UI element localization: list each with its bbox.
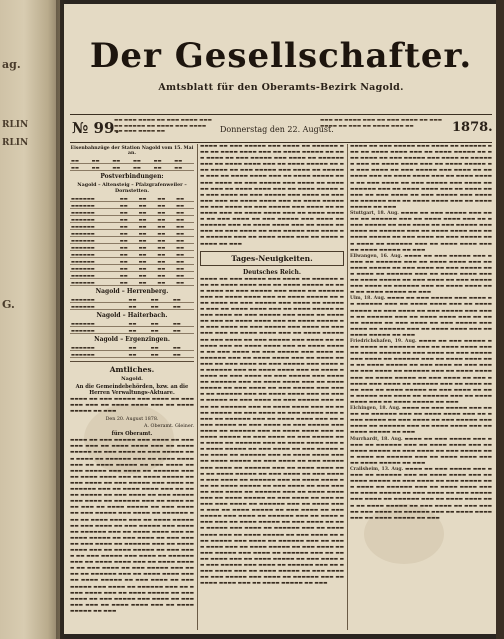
section-heading: Amtliches. [109, 365, 155, 374]
column-middle [200, 144, 344, 634]
binding-fragment: RLIN [2, 138, 29, 148]
timetable: ▬▬▬▬▬▬ ▬▬ ▬▬ ▬▬ ▬▬▬▬▬▬ ▬▬ ▬▬ ▬▬ [70, 344, 194, 358]
timetable: ▬▬ ▬▬ ▬▬ ▬▬ ▬▬ ▬▬ ▬▬ ▬▬ ▬▬ ▬▬ ▬▬ ▬▬ [70, 157, 194, 171]
body-text: ▬▬▬▬ ▬▬ ▬▬▬ ▬▬▬▬▬ ▬▬▬ ▬▬▬▬ ▬▬ ▬▬▬▬▬▬ ▬▬▬ ▬▬ ▬▬▬▬ ▬▬▬▬ ▬▬▬ ▬▬ ▬▬▬▬ ▬▬▬▬▬ ▬▬ ▬▬▬ ▬▬▬▬ ▬▬ ▬▬▬ ▬▬▬▬▬ ▬▬▬ ▬▬▬▬ ▬▬ ▬▬▬▬▬▬ ▬▬▬ ▬▬ ▬▬▬▬ ▬▬▬▬ ▬▬▬ ▬▬ ▬▬▬▬ ▬▬▬▬▬ ▬▬ ▬▬▬ ▬▬▬▬ ▬▬ ▬▬▬ ▬▬▬▬▬ ▬▬▬ ▬▬▬▬ ▬▬ ▬▬▬▬▬▬ ▬▬▬ ▬▬ ▬▬▬▬ ▬▬▬▬ ▬▬▬ ▬▬ ▬▬▬▬ ▬▬▬▬▬ ▬▬ ▬▬▬ ▬▬▬▬ ▬▬ ▬▬▬ ▬▬▬▬▬ ▬▬▬ ▬▬▬▬ ▬▬ ▬▬▬▬▬▬ ▬▬▬ ▬▬ ▬▬▬▬ ▬▬▬▬ ▬▬▬ ▬▬ ▬▬▬▬ ▬▬▬▬▬ ▬▬ ▬▬▬ ▬▬▬▬ ▬▬ ▬▬▬ ▬▬▬▬▬ ▬▬▬ ▬▬▬▬ ▬▬ ▬▬▬▬▬▬ ▬▬▬ ▬▬ ▬▬▬▬ ▬▬▬▬ ▬▬▬ ▬▬ ▬▬▬▬ ▬▬▬▬▬ ▬▬ ▬▬▬ ▬▬▬▬ ▬▬ ▬▬▬ ▬▬▬▬▬ ▬▬▬ ▬▬▬▬ ▬▬ ▬▬▬▬▬▬ ▬▬▬ ▬▬ ▬▬▬▬ ▬▬▬▬ ▬▬▬ ▬▬ ▬▬▬▬ ▬▬▬▬▬ ▬▬ ▬▬▬ ▬▬▬▬ ▬▬ ▬▬▬ ▬▬▬▬▬ ▬▬▬ ▬▬▬▬ ▬▬ ▬▬▬▬▬▬ ▬▬▬ ▬▬ ▬▬▬▬ ▬▬▬▬ ▬▬▬ ▬▬ ▬▬▬▬ ▬▬▬▬▬ ▬▬ ▬▬▬ ▬▬▬▬ ▬▬ ▬▬▬ ▬▬▬▬▬ ▬▬▬ ▬▬▬▬ ▬▬ ▬▬▬▬▬▬ ▬▬▬ ▬▬ ▬▬▬▬ ▬▬▬▬ ▬▬▬ ▬▬ ▬▬▬▬ ▬▬▬▬▬ ▬▬ ▬▬▬ ▬▬▬▬ ▬▬ ▬▬▬ ▬▬▬▬▬ ▬▬▬ ▬▬▬▬ ▬▬ ▬▬▬▬▬▬ ▬▬▬ ▬▬ ▬▬▬▬ ▬▬▬▬ ▬▬▬ ▬▬ ▬▬▬▬ ▬▬▬▬▬ ▬▬ ▬▬▬ ▬▬▬▬ ▬▬ ▬▬▬ ▬▬▬▬▬ ▬▬▬ ▬▬▬▬ ▬▬ ▬▬▬▬▬▬ ▬▬▬ ▬▬ ▬▬▬▬ ▬▬▬▬ ▬▬▬ ▬▬ ▬▬▬▬ ▬▬▬▬▬ ▬▬ ▬▬▬ ▬▬▬▬ ▬▬ ▬▬▬ ▬▬▬▬▬ ▬▬▬ ▬▬▬▬ ▬▬ ▬▬▬▬▬▬ ▬▬▬ ▬▬ ▬▬▬▬ ▬▬▬▬ ▬▬▬ ▬▬ ▬▬▬▬ ▬▬▬▬▬ ▬▬ ▬▬▬ ▬▬▬▬ ▬▬ ▬▬▬ ▬▬▬▬▬ ▬▬▬ ▬▬▬▬ ▬▬ ▬▬▬▬▬▬ ▬▬▬ ▬▬ ▬▬▬▬ ▬▬▬▬ ▬▬▬ ▬▬ ▬▬▬▬ ▬▬▬▬▬ ▬▬ ▬▬▬ [70, 438, 194, 614]
dateline: Elchingen, 18. Aug. [350, 406, 401, 412]
binding-fragment: RLIN [2, 120, 29, 130]
section-rule [70, 361, 194, 362]
issue-number: № 99. [72, 119, 120, 137]
body-text: Stuttgart, 18. Aug. ▬▬▬▬ ▬▬ ▬▬▬ ▬▬▬▬▬ ▬▬▬ ▬▬▬▬ ▬▬ ▬▬▬▬▬▬ ▬▬▬ ▬▬ ▬▬▬▬ ▬▬▬▬ ▬▬▬ ▬▬ ▬▬▬▬ ▬▬▬▬▬ ▬▬ ▬▬▬ ▬▬▬▬ ▬▬ ▬▬▬ ▬▬▬▬▬ ▬▬▬ ▬▬▬▬ ▬▬ ▬▬▬▬▬▬ ▬▬▬ ▬▬ ▬▬▬▬ ▬▬▬▬ ▬▬▬ ▬▬ ▬▬▬▬ ▬▬▬▬▬ ▬▬ ▬▬▬ ▬▬▬▬ ▬▬ ▬▬▬ ▬▬▬▬▬ ▬▬▬ ▬▬▬▬ ▬▬ ▬▬▬▬▬▬ ▬▬▬ ▬▬ ▬▬▬▬ ▬▬▬▬ ▬▬▬ ▬▬ ▬▬▬▬ ▬▬▬▬▬ ▬▬ ▬▬▬ [350, 211, 492, 253]
masthead-note-right: ▬▬▬ ▬▬ ▬▬▬▬ ▬▬▬ ▬▬ ▬▬▬ ▬▬▬▬ ▬▬ ▬▬▬ ▬▬▬▬ ▬▬ ▬▬▬ ▬▬ ▬▬▬▬ ▬▬▬ ▬▬ [320, 118, 442, 129]
newspaper-subtitle: Amtsblatt für den Oberamts-Bezirk Nagold. [158, 82, 404, 93]
section-heading: Nagold – Herrenberg. [95, 288, 169, 295]
dateline: Ulm, 18. Aug. [350, 296, 386, 302]
section-heading: Postverbindungen: [100, 173, 164, 180]
newspaper-title: Der Gesellschafter. [89, 36, 473, 76]
column-rule [197, 144, 198, 630]
body-text: Crailsheim, 13. Aug. ▬▬▬▬ ▬▬ ▬▬▬ ▬▬▬▬▬ ▬▬▬ ▬▬▬▬ ▬▬ ▬▬▬▬▬▬ ▬▬▬ ▬▬ ▬▬▬▬ ▬▬▬▬ ▬▬▬ ▬▬ ▬▬▬▬ ▬▬▬▬▬ ▬▬ ▬▬▬ ▬▬▬▬ ▬▬ ▬▬▬ ▬▬▬▬▬ ▬▬▬ ▬▬▬▬ ▬▬ ▬▬▬▬▬▬ ▬▬▬ ▬▬ ▬▬▬▬ ▬▬▬▬ ▬▬▬ ▬▬ ▬▬▬▬ ▬▬▬▬▬ ▬▬ ▬▬▬ ▬▬▬▬ ▬▬ ▬▬▬ ▬▬▬▬▬ ▬▬▬ ▬▬▬▬ ▬▬ ▬▬▬▬▬▬ ▬▬▬ ▬▬ ▬▬▬▬ ▬▬▬▬ ▬▬▬ ▬▬ ▬▬▬▬ ▬▬▬▬▬ ▬▬ ▬▬▬ ▬▬▬▬ ▬▬ ▬▬▬ ▬▬▬▬▬ ▬▬▬ ▬▬▬▬ ▬▬ ▬▬▬▬▬▬ ▬▬▬ ▬▬ ▬▬▬▬ ▬▬▬▬ ▬▬▬ ▬▬ ▬▬▬▬ ▬▬▬▬▬ ▬▬ ▬▬▬ [350, 466, 492, 521]
section-heading: Nagold – Haiterbach. [96, 312, 168, 319]
book-binding [0, 0, 60, 639]
section-heading: Tages-Neuigkeiten. [231, 253, 313, 263]
body-text: ▬▬▬▬ ▬▬ ▬▬▬ ▬▬▬▬▬ ▬▬▬ ▬▬▬▬ ▬▬ ▬▬▬▬▬▬ ▬▬▬ ▬▬ ▬▬▬▬ ▬▬▬▬ ▬▬▬ ▬▬ ▬▬▬▬ ▬▬▬▬▬ ▬▬ ▬▬▬ ▬▬▬▬ ▬▬ ▬▬▬ ▬▬▬▬▬ ▬▬▬ ▬▬▬▬ ▬▬ ▬▬▬▬▬▬ ▬▬▬ ▬▬ ▬▬▬▬ ▬▬▬▬ ▬▬▬ ▬▬ ▬▬▬▬ ▬▬▬▬▬ ▬▬ ▬▬▬ ▬▬▬▬ ▬▬ ▬▬▬ ▬▬▬▬▬ ▬▬▬ ▬▬▬▬ ▬▬ ▬▬▬▬▬▬ ▬▬▬ ▬▬ ▬▬▬▬ ▬▬▬▬ ▬▬▬ ▬▬ ▬▬▬▬ ▬▬▬▬▬ ▬▬ ▬▬▬ ▬▬▬▬ ▬▬ ▬▬▬ ▬▬▬▬▬ ▬▬▬ ▬▬▬▬ ▬▬ ▬▬▬▬▬▬ ▬▬▬ ▬▬ ▬▬▬▬ ▬▬▬▬ ▬▬▬ ▬▬ ▬▬▬▬ ▬▬▬▬▬ ▬▬ ▬▬▬ ▬▬▬▬ ▬▬ ▬▬▬ ▬▬▬▬▬ ▬▬▬ ▬▬▬▬ ▬▬ ▬▬▬▬▬▬ ▬▬▬ ▬▬ ▬▬▬▬ ▬▬▬▬ ▬▬▬ ▬▬ ▬▬▬▬ ▬▬▬▬▬ ▬▬ ▬▬▬ ▬▬▬▬ ▬▬ ▬▬▬ ▬▬▬▬▬ ▬▬▬ ▬▬▬▬ ▬▬ ▬▬▬▬▬▬ ▬▬▬ ▬▬ ▬▬▬▬ ▬▬▬▬ ▬▬▬ ▬▬ ▬▬▬▬ ▬▬▬▬▬ ▬▬ ▬▬▬ ▬▬▬▬ ▬▬ ▬▬▬ ▬▬▬▬▬ ▬▬▬ ▬▬▬▬ ▬▬ ▬▬▬▬▬▬ ▬▬▬ ▬▬ ▬▬▬▬ ▬▬▬▬ ▬▬▬ ▬▬ ▬▬▬▬ ▬▬▬▬▬ ▬▬ ▬▬▬ ▬▬▬▬ ▬▬ ▬▬▬ ▬▬▬▬▬ ▬▬▬ ▬▬▬▬ ▬▬ ▬▬▬▬▬▬ ▬▬▬ ▬▬ ▬▬▬▬ ▬▬▬▬ ▬▬▬ ▬▬ ▬▬▬▬ ▬▬▬▬▬ ▬▬ ▬▬▬ ▬▬▬▬ ▬▬ ▬▬▬ ▬▬▬▬▬ ▬▬▬ ▬▬▬▬ ▬▬ ▬▬▬▬▬▬ ▬▬▬ ▬▬ ▬▬▬▬ ▬▬▬▬ ▬▬▬ ▬▬ ▬▬▬▬ ▬▬▬▬▬ ▬▬ ▬▬▬ ▬▬▬▬ ▬▬ ▬▬▬ ▬▬▬▬▬ ▬▬▬ ▬▬▬▬ ▬▬ ▬▬▬▬▬▬ ▬▬▬ ▬▬ ▬▬▬▬ ▬▬▬▬ ▬▬▬ ▬▬ ▬▬▬▬ ▬▬▬▬▬ ▬▬ ▬▬▬ ▬▬▬▬ ▬▬ ▬▬▬ ▬▬▬▬▬ ▬▬▬ ▬▬▬▬ ▬▬ ▬▬▬▬▬▬ ▬▬▬ ▬▬ ▬▬▬▬ ▬▬▬▬ ▬▬▬ ▬▬ ▬▬▬▬ ▬▬▬▬▬ ▬▬ ▬▬▬ ▬▬▬▬ ▬▬ ▬▬▬ ▬▬▬▬▬ ▬▬▬ ▬▬▬▬ ▬▬ ▬▬▬▬▬▬ ▬▬▬ ▬▬ ▬▬▬▬ ▬▬▬▬ ▬▬▬ ▬▬ ▬▬▬▬ ▬▬▬▬▬ ▬▬ ▬▬▬ ▬▬▬▬ ▬▬ ▬▬▬ ▬▬▬▬▬ ▬▬▬ ▬▬▬▬ ▬▬ ▬▬▬▬▬▬ ▬▬▬ ▬▬ ▬▬▬▬ ▬▬▬▬ ▬▬▬ ▬▬ ▬▬▬▬ ▬▬▬▬▬ ▬▬ ▬▬▬ ▬▬▬▬ ▬▬ ▬▬▬ ▬▬▬▬▬ ▬▬▬ ▬▬▬▬ ▬▬ ▬▬▬▬▬▬ ▬▬▬ ▬▬ ▬▬▬▬ ▬▬▬▬ ▬▬▬ ▬▬ ▬▬▬▬ ▬▬▬▬▬ ▬▬ ▬▬▬ ▬▬▬▬ ▬▬ ▬▬▬ ▬▬▬▬▬ ▬▬▬ ▬▬▬▬ ▬▬ ▬▬▬▬▬▬ ▬▬▬ ▬▬ ▬▬▬▬ ▬▬▬▬ ▬▬▬ ▬▬ ▬▬▬▬ ▬▬▬▬▬ ▬▬ ▬▬▬ ▬▬▬▬ ▬▬ ▬▬▬ ▬▬▬▬▬ ▬▬▬ ▬▬▬▬ ▬▬ ▬▬▬▬▬▬ ▬▬▬ ▬▬ ▬▬▬▬ ▬▬▬▬ ▬▬▬ ▬▬ ▬▬▬▬ ▬▬▬▬▬ ▬▬ ▬▬▬ ▬▬▬▬ ▬▬ ▬▬▬ ▬▬▬▬▬ ▬▬▬ ▬▬▬▬ ▬▬ ▬▬▬▬▬▬ ▬▬▬ ▬▬ ▬▬▬▬ ▬▬▬▬ ▬▬▬ ▬▬ ▬▬▬▬ ▬▬▬▬▬ ▬▬ ▬▬▬ ▬▬▬▬ ▬▬ ▬▬▬ ▬▬▬▬▬ ▬▬▬ ▬▬▬▬ ▬▬ ▬▬▬▬▬▬ ▬▬▬ ▬▬ ▬▬▬▬ ▬▬▬▬ ▬▬▬ ▬▬ ▬▬▬▬ ▬▬▬▬▬ ▬▬ ▬▬▬ ▬▬▬▬ ▬▬ ▬▬▬ ▬▬▬▬▬ ▬▬▬ ▬▬▬▬ ▬▬ ▬▬▬▬▬▬ ▬▬▬ ▬▬ ▬▬▬▬ ▬▬▬▬ ▬▬▬ ▬▬ ▬▬▬▬ ▬▬▬▬▬ ▬▬ ▬▬▬ ▬▬▬▬ ▬▬ ▬▬▬ ▬▬▬▬▬ ▬▬▬ ▬▬▬▬ ▬▬ ▬▬▬▬▬▬ ▬▬▬ ▬▬ ▬▬▬▬ ▬▬▬▬ ▬▬▬ ▬▬ ▬▬▬▬ ▬▬▬▬▬ ▬▬ ▬▬▬ ▬▬▬▬ ▬▬ ▬▬▬ ▬▬▬▬▬ ▬▬▬ ▬▬▬▬ ▬▬ ▬▬▬▬▬▬ ▬▬▬ ▬▬ ▬▬▬▬ ▬▬▬▬ ▬▬▬ ▬▬ ▬▬▬▬ ▬▬▬▬▬ ▬▬ ▬▬▬ ▬▬▬▬ ▬▬ ▬▬▬ ▬▬▬▬▬ ▬▬▬ ▬▬▬▬ ▬▬ ▬▬▬▬▬▬ ▬▬▬ ▬▬ ▬▬▬▬ ▬▬▬▬ ▬▬▬ ▬▬ ▬▬▬▬ ▬▬▬▬▬ ▬▬ ▬▬▬ ▬▬▬▬ ▬▬ ▬▬▬ ▬▬▬▬▬ ▬▬▬ ▬▬▬▬ ▬▬ ▬▬▬▬▬▬ ▬▬▬ ▬▬ ▬▬▬▬ ▬▬▬▬ ▬▬▬ ▬▬ ▬▬▬▬ ▬▬▬▬▬ ▬▬ ▬▬▬ ▬▬▬▬ ▬▬ ▬▬▬ ▬▬▬▬▬ ▬▬▬ ▬▬▬▬ ▬▬ ▬▬▬▬▬▬ ▬▬▬ ▬▬ ▬▬▬▬ ▬▬▬▬ ▬▬▬ ▬▬ ▬▬▬▬ ▬▬▬▬▬ ▬▬ ▬▬▬ ▬▬▬▬ ▬▬ ▬▬▬ ▬▬▬▬▬ ▬▬▬ ▬▬▬▬ ▬▬ ▬▬▬▬▬▬ ▬▬▬ ▬▬ ▬▬▬▬ ▬▬▬▬ ▬▬▬ ▬▬ ▬▬▬▬ ▬▬▬▬▬ ▬▬ ▬▬▬ [200, 276, 344, 587]
notice-heading: An die Gemeindebehörden, bzw. an die Herren Verwaltungs-Aktuare. [75, 384, 189, 396]
column-right [350, 144, 492, 634]
body-text: Elchingen, 18. Aug. ▬▬▬▬ ▬▬ ▬▬▬ ▬▬▬▬▬ ▬▬▬ ▬▬▬▬ ▬▬ ▬▬▬▬▬▬ ▬▬▬ ▬▬ ▬▬▬▬ ▬▬▬▬ ▬▬▬ ▬▬ ▬▬▬▬ ▬▬▬▬▬ ▬▬ ▬▬▬ ▬▬▬▬ ▬▬ ▬▬▬ ▬▬▬▬▬ ▬▬▬ ▬▬▬▬ ▬▬ ▬▬▬▬▬▬ ▬▬▬ ▬▬ ▬▬▬▬ ▬▬▬▬ ▬▬▬ ▬▬ ▬▬▬▬ ▬▬▬▬▬ ▬▬ ▬▬▬ [350, 406, 492, 436]
timetable: ▬▬▬▬▬▬ ▬▬ ▬▬ ▬▬ ▬▬▬▬▬▬ ▬▬ ▬▬ ▬▬ [70, 296, 194, 310]
body-text: Ellwangen, 16. Aug. ▬▬▬▬ ▬▬ ▬▬▬ ▬▬▬▬▬ ▬▬▬ ▬▬▬▬ ▬▬ ▬▬▬▬▬▬ ▬▬▬ ▬▬ ▬▬▬▬ ▬▬▬▬ ▬▬▬ ▬▬ ▬▬▬▬ ▬▬▬▬▬ ▬▬ ▬▬▬ ▬▬▬▬ ▬▬ ▬▬▬ ▬▬▬▬▬ ▬▬▬ ▬▬▬▬ ▬▬ ▬▬▬▬▬▬ ▬▬▬ ▬▬ ▬▬▬▬ ▬▬▬▬ ▬▬▬ ▬▬ ▬▬▬▬ ▬▬▬▬▬ ▬▬ ▬▬▬ ▬▬▬▬ ▬▬ ▬▬▬ ▬▬▬▬▬ ▬▬▬ ▬▬▬▬ ▬▬ ▬▬▬▬▬▬ ▬▬▬ ▬▬ ▬▬▬▬ ▬▬▬▬ ▬▬▬ ▬▬ ▬▬▬▬ ▬▬▬▬▬ ▬▬ ▬▬▬ [350, 253, 492, 296]
body-text: Ulm, 18. Aug. ▬▬▬▬ ▬▬ ▬▬▬ ▬▬▬▬▬ ▬▬▬ ▬▬▬▬ ▬▬ ▬▬▬▬▬▬ ▬▬▬ ▬▬ ▬▬▬▬ ▬▬▬▬ ▬▬▬ ▬▬ ▬▬▬▬ ▬▬▬▬▬ ▬▬ ▬▬▬ ▬▬▬▬ ▬▬ ▬▬▬ ▬▬▬▬▬ ▬▬▬ ▬▬▬▬ ▬▬ ▬▬▬▬▬▬ ▬▬▬ ▬▬ ▬▬▬▬ ▬▬▬▬ ▬▬▬ ▬▬ ▬▬▬▬ ▬▬▬▬▬ ▬▬ ▬▬▬ ▬▬▬▬ ▬▬ ▬▬▬ ▬▬▬▬▬ ▬▬▬ ▬▬▬▬ ▬▬ ▬▬▬▬▬▬ ▬▬▬ ▬▬ ▬▬▬▬ ▬▬▬▬ ▬▬▬ ▬▬ ▬▬▬▬ ▬▬▬▬▬ ▬▬ ▬▬▬ [350, 296, 492, 338]
section-heading: Nagold – Ergenzingen. [94, 336, 170, 343]
section-heading: fürs Oberamt. [111, 431, 153, 438]
masthead-note-left: ▬▬ ▬▬▬ ▬▬▬▬ ▬▬ ▬▬▬ ▬▬▬▬ ▬▬▬ ▬▬ ▬▬▬▬▬ ▬▬ ▬▬▬▬ ▬▬▬ ▬▬▬▬ ▬▬ ▬▬▬ ▬▬▬▬ ▬▬ [114, 118, 212, 134]
binding-fragment: ag. [2, 58, 21, 71]
body-text: Murrhardt, 18. Aug. ▬▬▬▬ ▬▬ ▬▬▬ ▬▬▬▬▬ ▬▬▬ ▬▬▬▬ ▬▬ ▬▬▬▬▬▬ ▬▬▬ ▬▬ ▬▬▬▬ ▬▬▬▬ ▬▬▬ ▬▬ ▬▬▬▬ ▬▬▬▬▬ ▬▬ ▬▬▬ ▬▬▬▬ ▬▬ ▬▬▬ ▬▬▬▬▬ ▬▬▬ ▬▬▬▬ ▬▬ ▬▬▬▬▬▬ ▬▬▬ ▬▬ ▬▬▬▬ ▬▬▬▬ ▬▬▬ ▬▬ ▬▬▬▬ ▬▬▬▬▬ ▬▬ ▬▬▬ [350, 436, 492, 466]
dateline: Ellwangen, 16. Aug. [350, 253, 403, 259]
dateline: Murrhardt, 18. Aug. [350, 436, 403, 442]
section-heading: Nagold – Altensteig – Pfalzgrafenweiler – Dornstetten. [77, 182, 187, 194]
issue-date: Donnerstag den 22. August. [220, 125, 334, 134]
timetable: ▬▬▬▬▬▬ ▬▬ ▬▬ ▬▬ ▬▬ ▬▬▬▬▬▬ ▬▬ ▬▬ ▬▬ ▬▬ ▬▬▬▬▬▬ ▬▬ ▬▬ ▬▬ ▬▬ ▬▬▬▬▬▬ ▬▬ ▬▬ ▬▬ ▬▬ ▬▬▬▬▬▬ ▬▬ ▬▬ ▬▬ ▬▬ ▬▬▬▬▬▬ ▬▬ ▬▬ ▬▬ ▬▬ ▬▬▬▬▬▬ ▬▬ ▬▬ ▬▬ ▬▬ ▬▬▬▬▬▬ ▬▬ ▬▬ ▬▬ ▬▬ ▬▬▬▬▬▬ ▬▬ ▬▬ ▬▬ ▬▬ ▬▬▬▬▬▬ ▬▬ ▬▬ ▬▬ ▬▬ ▬▬▬▬▬▬ ▬▬ ▬▬ ▬▬ ▬▬ ▬▬▬▬▬▬ ▬▬ ▬▬ ▬▬ ▬▬ ▬▬▬▬▬▬ ▬▬ ▬▬ ▬▬ ▬▬ [70, 195, 194, 286]
section-heading: Eisenbahnzüge der Station Nagold vom 15. Mai an. [70, 146, 194, 156]
column-rule [347, 144, 348, 630]
body-text: Friedrichshafen, 19. Aug. ▬▬▬▬ ▬▬ ▬▬▬ ▬▬▬▬▬ ▬▬▬ ▬▬▬▬ ▬▬ ▬▬▬▬▬▬ ▬▬▬ ▬▬ ▬▬▬▬ ▬▬▬▬ ▬▬▬ ▬▬ ▬▬▬▬ ▬▬▬▬▬ ▬▬ ▬▬▬ ▬▬▬▬ ▬▬ ▬▬▬ ▬▬▬▬▬ ▬▬▬ ▬▬▬▬ ▬▬ ▬▬▬▬▬▬ ▬▬▬ ▬▬ ▬▬▬▬ ▬▬▬▬ ▬▬▬ ▬▬ ▬▬▬▬ ▬▬▬▬▬ ▬▬ ▬▬▬ ▬▬▬▬ ▬▬ ▬▬▬ ▬▬▬▬▬ ▬▬▬ ▬▬▬▬ ▬▬ ▬▬▬▬▬▬ ▬▬▬ ▬▬ ▬▬▬▬ ▬▬▬▬ ▬▬▬ ▬▬ ▬▬▬▬ ▬▬▬▬▬ ▬▬ ▬▬▬ ▬▬▬▬ ▬▬ ▬▬▬ ▬▬▬▬▬ ▬▬▬ ▬▬▬▬ ▬▬ ▬▬▬▬▬▬ ▬▬▬ ▬▬ ▬▬▬▬ ▬▬▬▬ ▬▬▬ ▬▬ ▬▬▬▬ ▬▬▬▬▬ ▬▬ ▬▬▬ ▬▬▬▬ ▬▬ ▬▬▬ ▬▬▬▬▬ ▬▬▬ ▬▬▬▬ ▬▬ ▬▬▬▬▬▬ ▬▬▬ ▬▬ ▬▬▬▬ ▬▬▬▬ ▬▬▬ ▬▬ ▬▬▬▬ ▬▬▬▬▬ ▬▬ ▬▬▬ [350, 339, 492, 405]
issue-year: 1878. [452, 120, 493, 135]
timetable: ▬▬▬▬▬▬ ▬▬ ▬▬ ▬▬ ▬▬▬▬▬▬ ▬▬ ▬▬ ▬▬ [70, 320, 194, 334]
dateline: Stuttgart, 18. Aug. [350, 211, 399, 217]
notice-date: Den 20. August 1878. [105, 417, 159, 423]
dateline: Friedrichshafen, 19. Aug. [350, 339, 417, 344]
binding-fragment: G. [2, 298, 15, 311]
dateline: Crailsheim, 13. Aug. [350, 466, 404, 472]
body-text: ▬▬▬▬ ▬▬ ▬▬▬ ▬▬▬▬▬ ▬▬▬ ▬▬▬▬ ▬▬ ▬▬▬▬▬▬ ▬▬▬ ▬▬ ▬▬▬▬ ▬▬▬▬ ▬▬▬ ▬▬ ▬▬▬▬ ▬▬▬▬▬ ▬▬ ▬▬▬ ▬▬▬▬ ▬▬ ▬▬▬ ▬▬▬▬▬ ▬▬▬ ▬▬▬▬ ▬▬ ▬▬▬▬▬▬ ▬▬▬ ▬▬ ▬▬▬▬ ▬▬▬▬ ▬▬▬ ▬▬ ▬▬▬▬ ▬▬▬▬▬ ▬▬ ▬▬▬ ▬▬▬▬ ▬▬ ▬▬▬ ▬▬▬▬▬ ▬▬▬ ▬▬▬▬ ▬▬ ▬▬▬▬▬▬ ▬▬▬ ▬▬ ▬▬▬▬ ▬▬▬▬ ▬▬▬ ▬▬ ▬▬▬▬ ▬▬▬▬▬ ▬▬ ▬▬▬ ▬▬▬▬ ▬▬ ▬▬▬ ▬▬▬▬▬ ▬▬▬ ▬▬▬▬ ▬▬ ▬▬▬▬▬▬ ▬▬▬ ▬▬ ▬▬▬▬ ▬▬▬▬ ▬▬▬ ▬▬ ▬▬▬▬ ▬▬▬▬▬ ▬▬ ▬▬▬ ▬▬▬▬ ▬▬ ▬▬▬ ▬▬▬▬▬ ▬▬▬ ▬▬▬▬ ▬▬ ▬▬▬▬▬▬ ▬▬▬ ▬▬ ▬▬▬▬ ▬▬▬▬ ▬▬▬ ▬▬ ▬▬▬▬ ▬▬▬▬▬ ▬▬ ▬▬▬ [350, 144, 492, 210]
newspaper-sheet [64, 4, 498, 634]
body-text: ▬▬▬▬ ▬▬ ▬▬▬ ▬▬▬▬▬ ▬▬▬ ▬▬▬▬ ▬▬ ▬▬▬▬▬▬ ▬▬▬ ▬▬ ▬▬▬▬ ▬▬▬▬ ▬▬▬ ▬▬ ▬▬▬▬ ▬▬▬▬▬ ▬▬ ▬▬▬ [70, 397, 194, 415]
masthead-rule-bottom [70, 142, 492, 143]
masthead-row [70, 115, 492, 141]
column-left [70, 144, 194, 634]
body-text: ▬▬▬▬ ▬▬ ▬▬▬ ▬▬▬▬▬ ▬▬▬ ▬▬▬▬ ▬▬ ▬▬▬▬▬▬ ▬▬▬ ▬▬ ▬▬▬▬ ▬▬▬▬ ▬▬▬ ▬▬ ▬▬▬▬ ▬▬▬▬▬ ▬▬ ▬▬▬ ▬▬▬▬ ▬▬ ▬▬▬ ▬▬▬▬▬ ▬▬▬ ▬▬▬▬ ▬▬ ▬▬▬▬▬▬ ▬▬▬ ▬▬ ▬▬▬▬ ▬▬▬▬ ▬▬▬ ▬▬ ▬▬▬▬ ▬▬▬▬▬ ▬▬ ▬▬▬ ▬▬▬▬ ▬▬ ▬▬▬ ▬▬▬▬▬ ▬▬▬ ▬▬▬▬ ▬▬ ▬▬▬▬▬▬ ▬▬▬ ▬▬ ▬▬▬▬ ▬▬▬▬ ▬▬▬ ▬▬ ▬▬▬▬ ▬▬▬▬▬ ▬▬ ▬▬▬ ▬▬▬▬ ▬▬ ▬▬▬ ▬▬▬▬▬ ▬▬▬ ▬▬▬▬ ▬▬ ▬▬▬▬▬▬ ▬▬▬ ▬▬ ▬▬▬▬ ▬▬▬▬ ▬▬▬ ▬▬ ▬▬▬▬ ▬▬▬▬▬ ▬▬ ▬▬▬ ▬▬▬▬ ▬▬ ▬▬▬ ▬▬▬▬▬ ▬▬▬ ▬▬▬▬ ▬▬ ▬▬▬▬▬▬ ▬▬▬ ▬▬ ▬▬▬▬ ▬▬▬▬ ▬▬▬ ▬▬ ▬▬▬▬ ▬▬▬▬▬ ▬▬ ▬▬▬ ▬▬▬▬ ▬▬ ▬▬▬ ▬▬▬▬▬ ▬▬▬ ▬▬▬▬ ▬▬ ▬▬▬▬▬▬ ▬▬▬ ▬▬ ▬▬▬▬ ▬▬▬▬ ▬▬▬ ▬▬ ▬▬▬▬ ▬▬▬▬▬ ▬▬ ▬▬▬ ▬▬▬▬ ▬▬ ▬▬▬ ▬▬▬▬▬ ▬▬▬ ▬▬▬▬ ▬▬ ▬▬▬▬▬▬ ▬▬▬ ▬▬ ▬▬▬▬ ▬▬▬▬ ▬▬▬ ▬▬ ▬▬▬▬ ▬▬▬▬▬ ▬▬ ▬▬▬ ▬▬▬▬ ▬▬ ▬▬▬ ▬▬▬▬▬ ▬▬▬ ▬▬▬▬ ▬▬ ▬▬▬▬▬▬ ▬▬▬ ▬▬ ▬▬▬▬ ▬▬▬▬ ▬▬▬ ▬▬ ▬▬▬▬ ▬▬▬▬▬ ▬▬ ▬▬▬ [200, 144, 344, 247]
tages-neuigkeiten-header [200, 251, 344, 266]
book-edge [496, 0, 504, 639]
subsection-heading: Deutsches Reich. [242, 268, 302, 276]
notice-signature: A. Oberamt. Gleiner. [144, 424, 194, 430]
place-heading: Nagold. [121, 376, 143, 382]
